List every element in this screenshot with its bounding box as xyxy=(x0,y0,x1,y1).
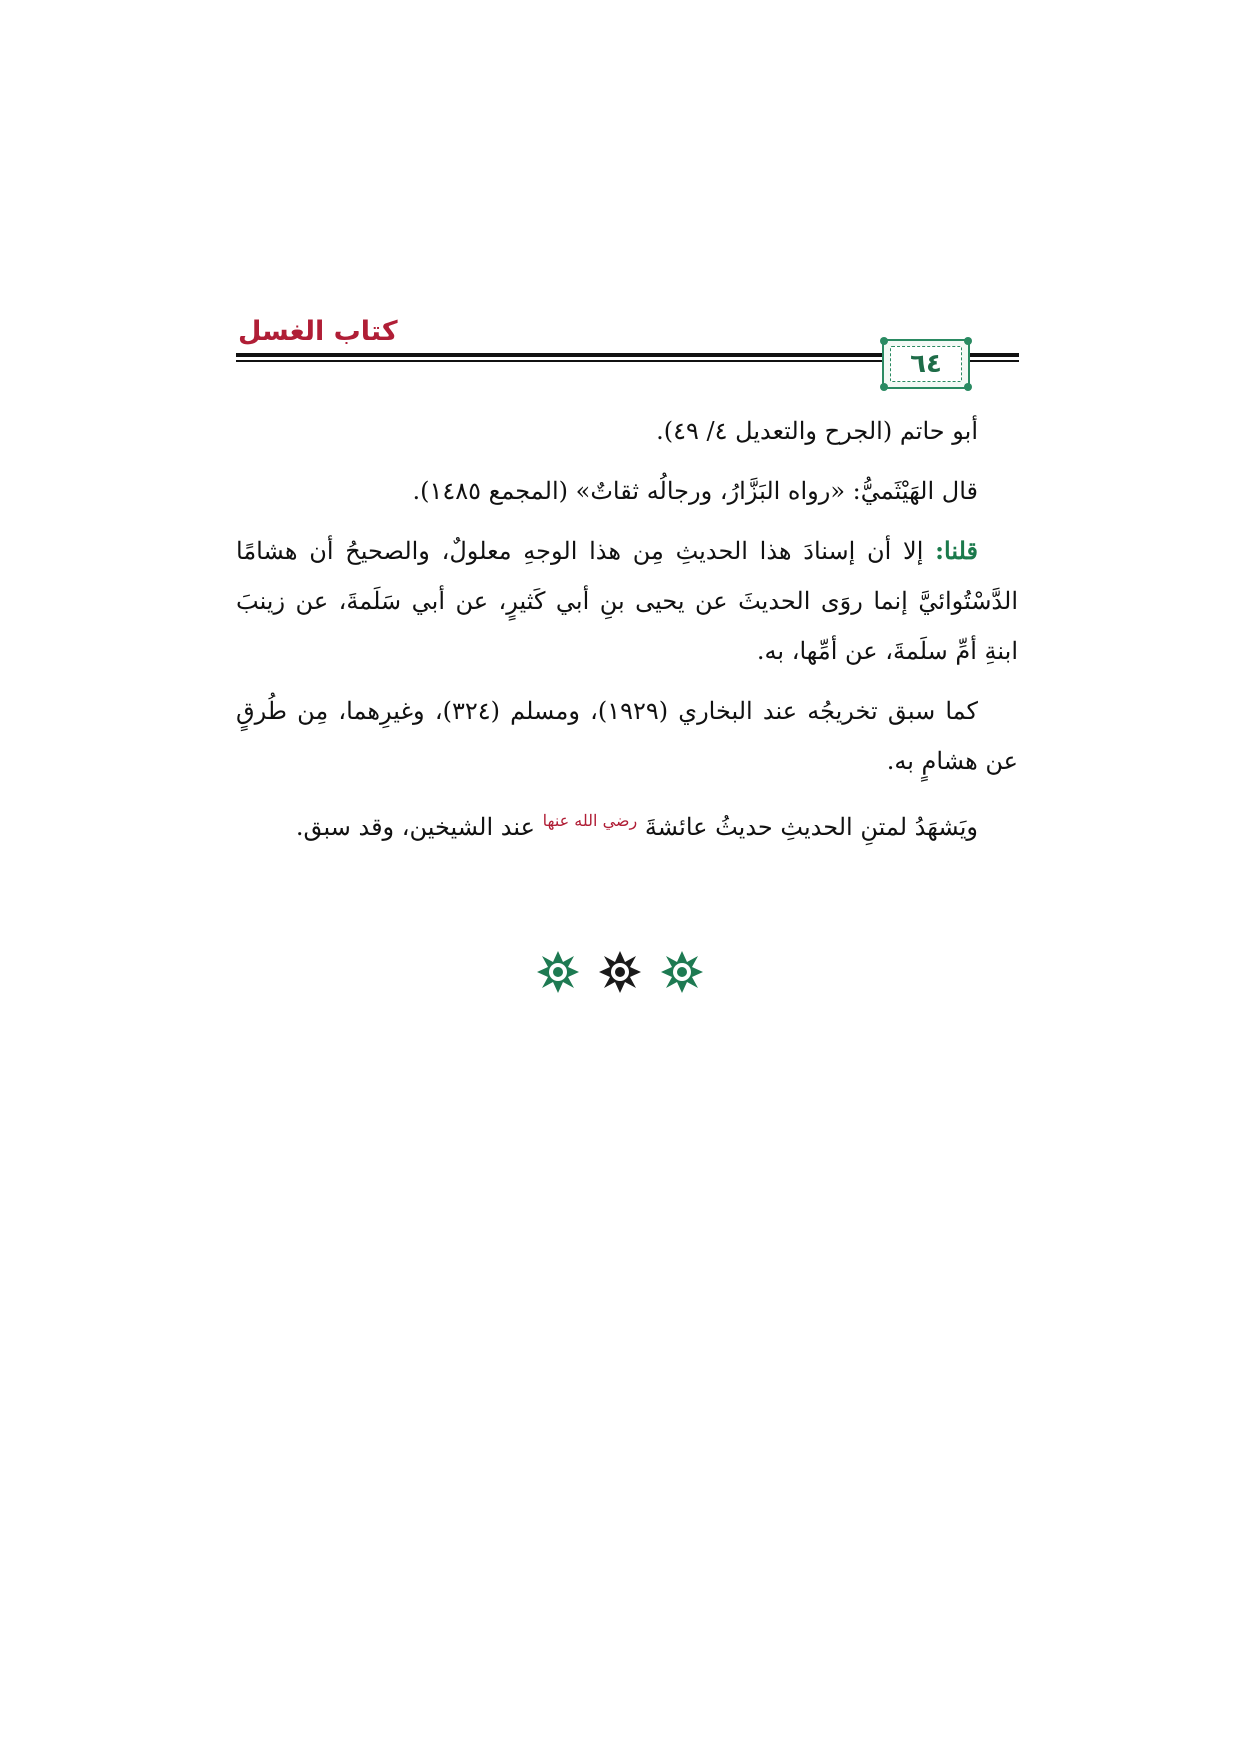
paragraph-text: قال الهَيْثَميُّ: «رواه البَزَّارُ، ورجالُه ثقاتٌ» (المجمع ١٤٨٥). xyxy=(412,477,978,505)
page-number: ٦٤ xyxy=(910,349,942,379)
paragraph-text: كما سبق تخريجُه عند البخاري (١٩٢٩)، ومسلم (٣٢٤)، وغيرِهما، مِن طُرقٍ عن هشامٍ به. xyxy=(236,697,1018,775)
paragraph-text: إلا أن إسنادَ هذا الحديثِ مِن هذا الوجهِ معلولٌ، والصحيحُ أن هشامًا الدَّسْتُوائيَّ إنما روَى الحديثَ عن يحيى بنِ أبي كَثيرٍ، عن أبي سَلَمةَ، عن زينبَ ابنةِ أمِّ سلَمةَ، عن أمِّها، به. xyxy=(236,537,1018,665)
badge-frame xyxy=(890,346,962,382)
paragraph-text: عند الشيخين، وقد سبق. xyxy=(295,813,535,841)
page-header xyxy=(0,0,1240,400)
page-number-badge xyxy=(882,339,970,389)
paragraph xyxy=(236,406,1018,456)
paragraph-text: ويَشهَدُ لمتنِ الحديثِ حديثُ عائشةَ xyxy=(644,813,978,841)
honorific-mark: رضي الله عنها xyxy=(542,811,638,830)
paragraph xyxy=(236,796,1018,852)
star-ornament-icon xyxy=(660,950,704,994)
section-end-ornaments xyxy=(0,950,1240,1000)
paragraph xyxy=(236,526,1018,676)
page-body xyxy=(236,406,1018,852)
badge-corner-icon xyxy=(964,383,972,391)
star-ornament-icon xyxy=(536,950,580,994)
badge-corner-icon xyxy=(880,383,888,391)
star-ornament-icon xyxy=(598,950,642,994)
paragraph xyxy=(236,686,1018,786)
qulna-label: قلنا: xyxy=(935,536,978,565)
book-title: كتاب الغسل xyxy=(238,316,398,347)
badge-corner-icon xyxy=(880,337,888,345)
paragraph xyxy=(236,466,1018,516)
badge-corner-icon xyxy=(964,337,972,345)
paragraph-text: أبو حاتم (الجرح والتعديل ٤/ ٤٩). xyxy=(656,417,978,445)
